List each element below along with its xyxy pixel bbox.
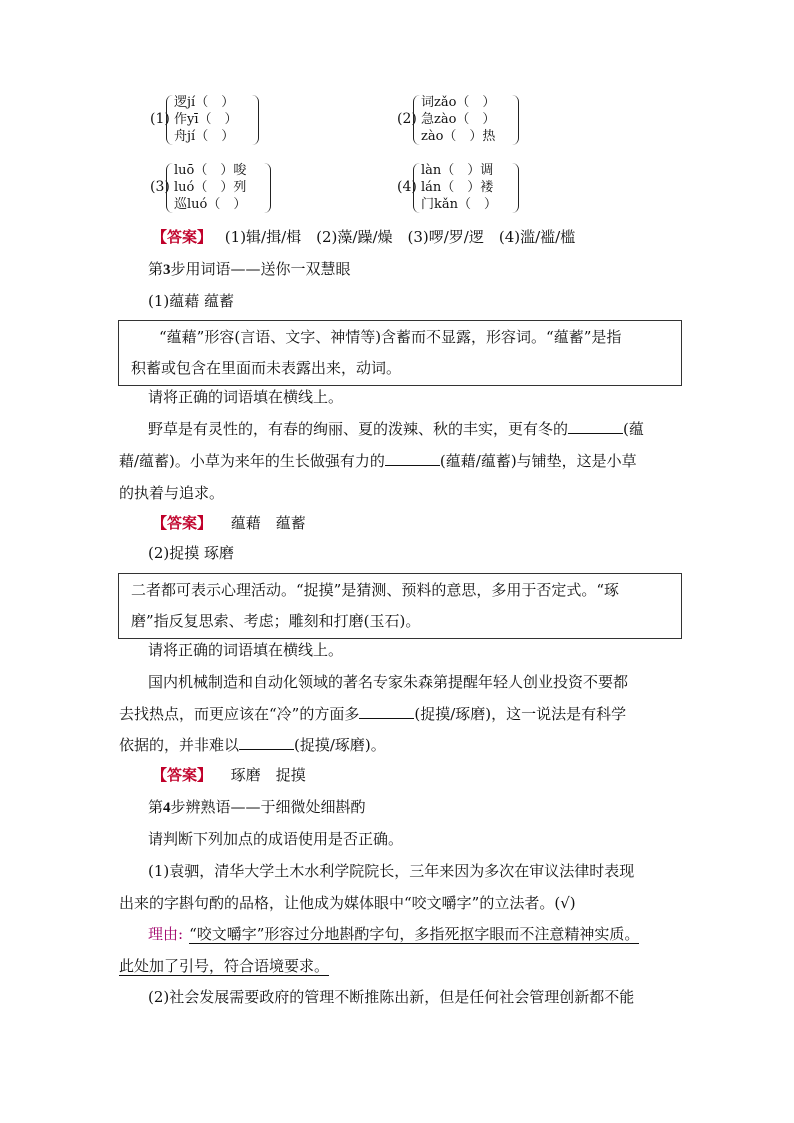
pinyin-line: làn（ ）调 — [421, 163, 494, 178]
step-number: 3 — [163, 262, 171, 278]
question-1-line-2: 出来的字斟句酌的品格，让他成为媒体眼中“咬文嚼字”的立法者。(√) — [119, 894, 576, 912]
paragraph-1-line-3: 的执着与追求。 — [119, 484, 225, 502]
pinyin-line: 巡luó（ ） — [174, 197, 247, 212]
group-number: (3) — [150, 179, 170, 195]
pinyin-line: luó（ ）列 — [174, 180, 247, 195]
answer-text: 琢磨 捉摸 — [230, 766, 306, 784]
group-number: (4) — [397, 179, 417, 195]
pinyin-line: luō（ ）唆 — [174, 163, 247, 178]
answer-label: 【答案】 — [152, 514, 213, 532]
pinyin-line: 门kǎn（ ） — [421, 197, 498, 212]
text: (捉摸/琢磨)。 — [294, 736, 386, 754]
pinyin-line: lán（ ）褛 — [421, 180, 494, 195]
text: 野草是有灵性的，有春的绚丽、夏的泼辣、秋的丰实，更有冬的 — [148, 420, 569, 438]
text: 依据的，并非难以 — [119, 736, 240, 754]
text: (捉摸/琢磨)，这一说法是有科学 — [414, 705, 627, 723]
definition-box-2 — [118, 573, 682, 639]
fill-blank — [239, 735, 294, 750]
instruction-2: 请将正确的词语填在横线上。 — [148, 641, 344, 659]
reason-text: 此处加了引号，符合语境要求。 — [119, 957, 330, 975]
step-4-heading — [148, 792, 366, 824]
step-title: 步用词语——送你一双慧眼 — [170, 260, 351, 278]
pinyin-line: 急zào（ ） — [421, 112, 496, 127]
paragraph-1-line-2 — [119, 446, 637, 477]
reason-label: 理由: — [148, 925, 184, 943]
question-2-line-1: (2)社会发展需要政府的管理不断推陈出新，但是任何社会管理创新都不能 — [148, 988, 635, 1006]
box-line: 二者都可表示心理活动。“捉摸”是猜测、预料的意思，多用于否定式。“琢 — [131, 581, 620, 599]
right-brace — [511, 95, 519, 145]
pinyin-line: 舟jí（ ） — [174, 129, 235, 144]
fill-blank — [568, 419, 623, 434]
box-line: 磨”指反复思索、考虑；雕刻和打磨(玉石)。 — [131, 612, 421, 630]
pinyin-group-3 — [150, 162, 270, 218]
answer-line-1 — [152, 222, 575, 253]
step-3-heading — [148, 254, 351, 286]
instruction-3: 请判断下列加点的成语使用是否正确。 — [148, 830, 404, 848]
pinyin-line: 作yī（ ） — [174, 112, 238, 127]
question-1-line-1: (1)袁驷，清华大学土木水利学院院长，三年来因为多次在审议法律时表现 — [148, 862, 635, 880]
pinyin-group-1 — [150, 94, 270, 150]
paragraph-2-line-1: 国内机械制造和自动化领域的著名专家朱森第提醒年轻人创业投资不要都 — [148, 673, 629, 691]
box-line: “蕴藉”形容(言语、文字、神情等)含蓄而不显露，形容词。“蕴蓄”是指 — [159, 328, 622, 346]
answer-line-2 — [152, 508, 306, 539]
paragraph-2-line-2 — [119, 699, 626, 730]
item-2-title: (2)捉摸 琢磨 — [148, 544, 235, 562]
text: (蕴 — [623, 420, 644, 438]
paragraph-2-line-3 — [119, 730, 386, 761]
step-prefix: 第 — [148, 798, 164, 816]
answer-line-3 — [152, 760, 306, 791]
reason-line-2 — [119, 951, 329, 982]
answer-label: 【答案】 — [152, 766, 213, 784]
right-brace — [263, 163, 271, 213]
pinyin-group-2 — [397, 94, 527, 150]
step-number: 4 — [163, 800, 171, 816]
answer-text: 蕴藉 蕴蓄 — [230, 514, 306, 532]
group-number: (2) — [397, 111, 417, 127]
answer-label: 【答案】 — [152, 228, 213, 246]
reason-line-1 — [148, 919, 639, 950]
fill-blank — [359, 704, 414, 719]
right-brace — [511, 163, 519, 213]
pinyin-group-4 — [397, 162, 527, 218]
pinyin-line: 逻jí（ ） — [174, 95, 235, 110]
step-title: 步辨熟语——于细微处细斟酌 — [170, 798, 366, 816]
text: 去找热点，而更应该在“冷”的方面多 — [119, 705, 360, 723]
step-prefix: 第 — [148, 260, 164, 278]
text: (蕴藉/蕴蓄)与铺垫，这是小草 — [439, 452, 637, 470]
pinyin-line: zào（ ）热 — [421, 129, 496, 144]
group-number: (1) — [150, 111, 170, 127]
answer-text: (1)辑/揖/楫 (2)藻/躁/燥 (3)啰/罗/逻 (4)滥/褴/槛 — [224, 228, 576, 246]
box-line: 积蓄或包含在里面而未表露出来，动词。 — [131, 359, 402, 377]
pinyin-line: 词zǎo（ ） — [421, 95, 496, 110]
paragraph-1-line-1 — [148, 414, 644, 445]
fill-blank — [385, 451, 440, 466]
item-1-title: (1)蕴藉 蕴蓄 — [148, 292, 235, 310]
reason-text: “咬文嚼字”形容过分地斟酌字句，多指死抠字眼而不注意精神实质。 — [189, 925, 640, 943]
instruction-1: 请将正确的词语填在横线上。 — [148, 388, 344, 406]
right-brace — [251, 95, 259, 145]
definition-box-1 — [118, 320, 682, 386]
text: 藉/蕴蓄)。小草为来年的生长做强有力的 — [119, 452, 385, 470]
